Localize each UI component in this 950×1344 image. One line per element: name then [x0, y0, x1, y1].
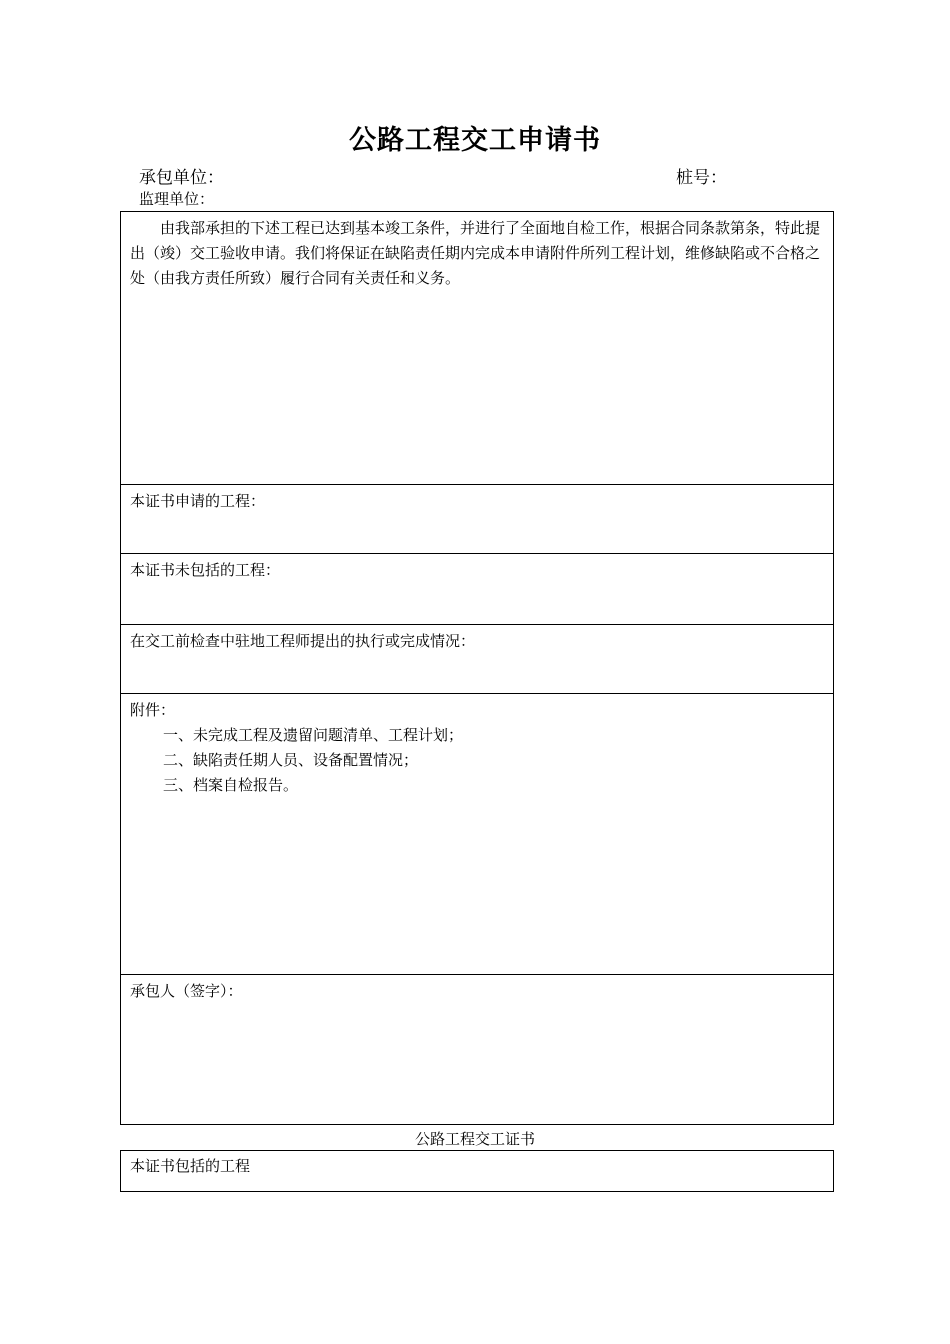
attachment-item: 一、未完成工程及遗留问题清单、工程计划；	[163, 726, 464, 744]
excluded-works-cell	[121, 554, 834, 625]
attachment-item: 二、缺陷责任期人员、设备配置情况；	[163, 751, 419, 769]
contractor-signature-cell	[121, 975, 834, 1125]
engineer-items-cell	[121, 625, 834, 694]
application-form-table	[120, 211, 834, 1125]
statement-cell	[121, 212, 834, 485]
certificate-table	[120, 1150, 834, 1192]
contractor-signature-label: 承包人（签字）：	[130, 982, 243, 1000]
applied-works-label: 本证书申请的工程：	[130, 492, 266, 510]
attachment-item: 三、档案自检报告。	[163, 776, 299, 794]
application-statement: 由我部承担的下述工程已达到基本竣工条件，并进行了全面地自检工作，根据合同条款第条，特此提出（竣）交工验收申请。我们将保证在缺陷责任期内完成本申请附件所列工程计划，维修缺陷或不合格之处（由我方责任所致）履行合同有关责任和义务。	[130, 219, 821, 287]
stake-label: 桩号：	[676, 168, 727, 188]
included-works-label: 本证书包括的工程	[130, 1157, 251, 1175]
supervisor-label: 监理单位：	[139, 190, 215, 208]
contractor-label: 承包单位：	[139, 168, 224, 188]
certificate-title: 公路工程交工证书	[414, 1130, 535, 1148]
engineer-items-label: 在交工前检查中驻地工程师提出的执行或完成情况：	[130, 632, 476, 650]
attachments-label: 附件：	[130, 701, 176, 719]
excluded-works-label: 本证书未包括的工程：	[130, 561, 281, 579]
applied-works-cell	[121, 485, 834, 554]
attachments-cell	[121, 694, 834, 975]
document-title: 公路工程交工申请书	[349, 125, 601, 156]
included-works-cell	[121, 1151, 834, 1192]
